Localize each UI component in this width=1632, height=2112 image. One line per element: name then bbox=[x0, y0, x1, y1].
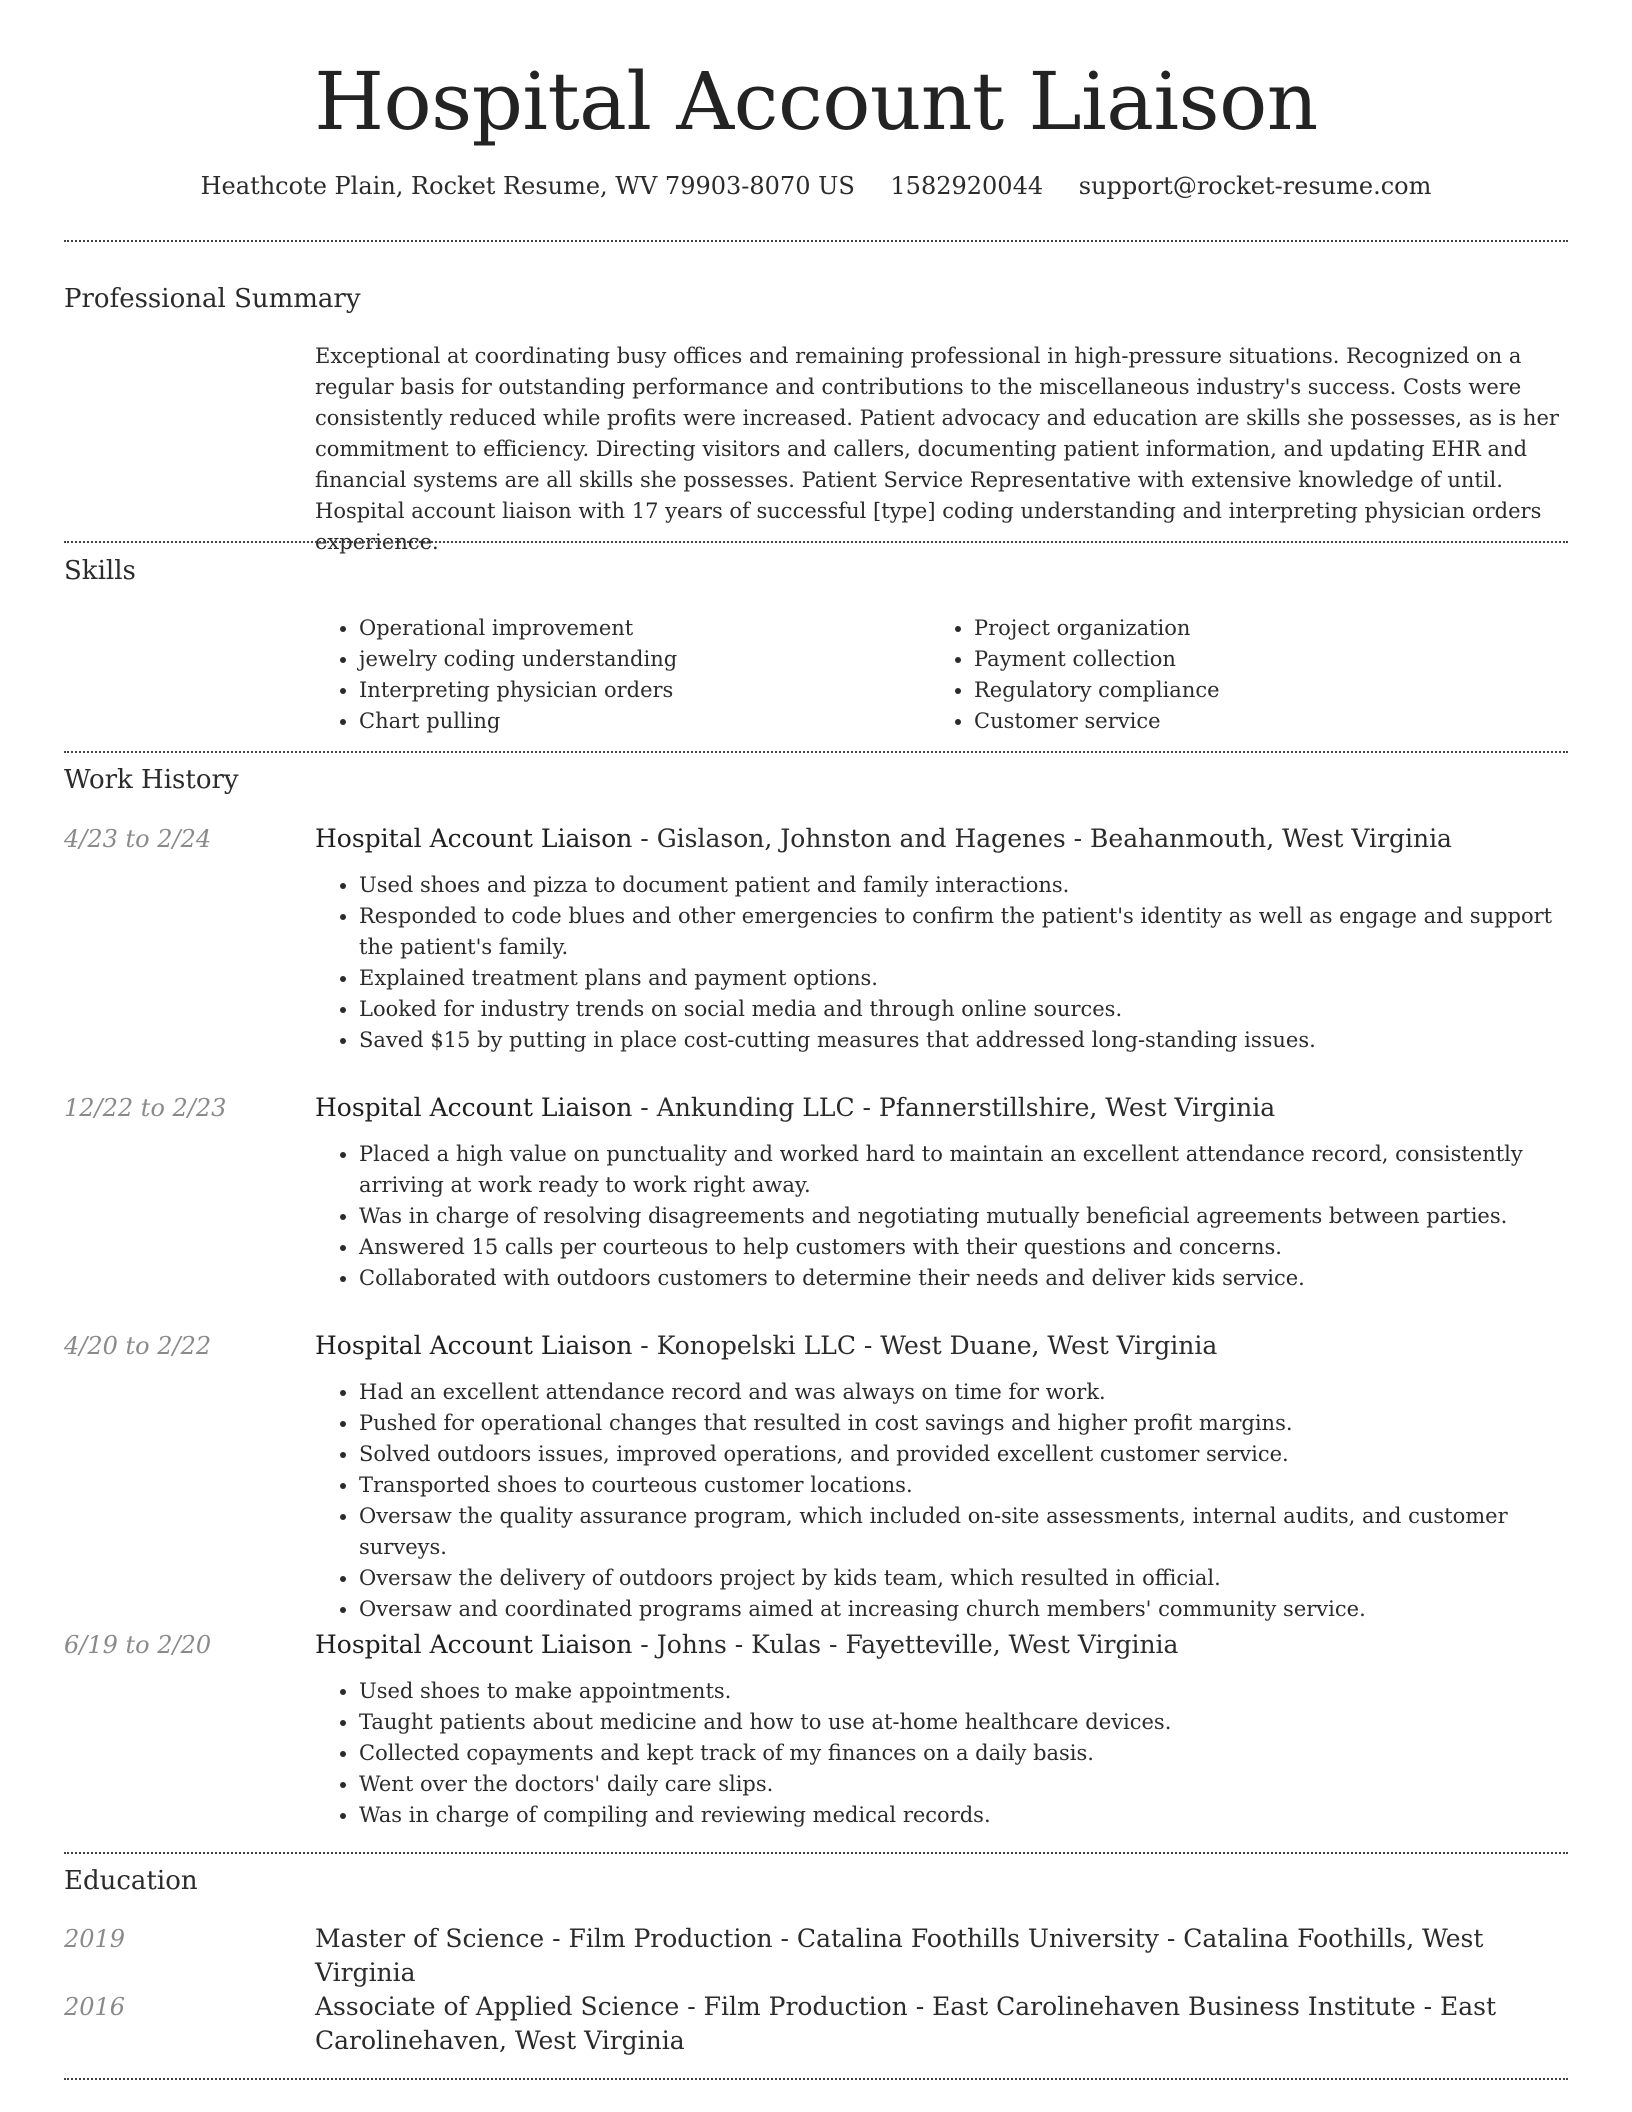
job-bullet: • Collaborated with outdoors customers to determine their needs and deliver kids service. bbox=[359, 1263, 1569, 1294]
job-bullet: • Was in charge of resolving disagreements and negotiating mutually beneficial agreements between parties. bbox=[359, 1201, 1569, 1232]
job-heading bbox=[315, 1091, 1565, 1125]
skills-list-left bbox=[315, 613, 875, 737]
job-dates: 12/22 to 2/23 bbox=[64, 1094, 227, 1122]
education-year: 2019 bbox=[64, 1925, 126, 1953]
job-bullets bbox=[315, 870, 1569, 1056]
job-bullets bbox=[315, 1377, 1569, 1625]
summary-heading: Professional Summary bbox=[64, 284, 361, 314]
job-employer: - Gislason, Johnston and Hagenes - Beahanmouth, West Virginia bbox=[632, 824, 1452, 853]
job-bullets bbox=[315, 1139, 1569, 1294]
education-school: - Catalina Foothills University - Catalina Foothills, West Virginia bbox=[315, 1924, 1484, 1987]
section-divider bbox=[64, 541, 1568, 543]
job-title: Hospital Account Liaison bbox=[315, 1093, 633, 1122]
job-bullet: • Used shoes and pizza to document patient and family interactions. bbox=[359, 870, 1569, 901]
contact-email[interactable]: support@rocket-resume.com bbox=[1078, 172, 1432, 200]
job-dates: 4/23 to 2/24 bbox=[64, 825, 212, 853]
skill-item: • Interpreting physician orders bbox=[359, 675, 875, 706]
job-bullet: • Went over the doctors' daily care slips. bbox=[359, 1769, 1569, 1800]
job-bullet: • Responded to code blues and other emergencies to confirm the patient's identity as well as engage and support the patient's family. bbox=[359, 901, 1569, 963]
education-degree: Master of Science - Film Production bbox=[315, 1924, 773, 1953]
education-heading-line bbox=[315, 1990, 1515, 2058]
contact-line bbox=[0, 170, 1632, 202]
skills-list-right bbox=[930, 613, 1490, 737]
candidate-name: Hospital Account Liaison bbox=[314, 55, 1318, 148]
skill-item: • Operational improvement bbox=[359, 613, 875, 644]
skills-heading: Skills bbox=[64, 556, 136, 586]
section-divider bbox=[64, 2078, 1568, 2080]
job-bullet: • Was in charge of compiling and reviewing medical records. bbox=[359, 1800, 1569, 1831]
job-bullet: • Oversaw the quality assurance program, which included on-site assessments, internal audits, and customer surveys. bbox=[359, 1501, 1569, 1563]
section-divider bbox=[64, 751, 1568, 753]
job-bullet: • Collected copayments and kept track of my finances on a daily basis. bbox=[359, 1738, 1569, 1769]
section-divider bbox=[64, 1852, 1568, 1854]
job-bullet: • Answered 15 calls per courteous to help customers with their questions and concerns. bbox=[359, 1232, 1569, 1263]
job-bullet: • Had an excellent attendance record and was always on time for work. bbox=[359, 1377, 1569, 1408]
job-bullet: • Transported shoes to courteous customer locations. bbox=[359, 1470, 1569, 1501]
job-bullet: • Explained treatment plans and payment options. bbox=[359, 963, 1569, 994]
skill-item: • Payment collection bbox=[974, 644, 1490, 675]
job-heading bbox=[315, 1628, 1565, 1662]
job-bullets bbox=[315, 1676, 1569, 1831]
skill-item: • Chart pulling bbox=[359, 706, 875, 737]
job-dates: 4/20 to 2/22 bbox=[64, 1332, 212, 1360]
section-divider bbox=[64, 240, 1568, 242]
job-bullet: • Oversaw the delivery of outdoors project by kids team, which resulted in official. bbox=[359, 1563, 1569, 1594]
education-year: 2016 bbox=[64, 1993, 126, 2021]
job-heading bbox=[315, 1329, 1565, 1363]
job-employer: - Johns - Kulas - Fayetteville, West Virginia bbox=[632, 1630, 1179, 1659]
job-title: Hospital Account Liaison bbox=[315, 1331, 633, 1360]
job-employer: - Ankunding LLC - Pfannerstillshire, West Virginia bbox=[632, 1093, 1276, 1122]
job-bullet: • Saved $15 by putting in place cost-cutting measures that addressed long-standing issues. bbox=[359, 1025, 1569, 1056]
education-degree: Associate of Applied Science - Film Production bbox=[315, 1992, 908, 2021]
summary-text: Exceptional at coordinating busy offices and remaining professional in high-pressure situations. Recognized on a regular basis for outstanding performance and contributions to the miscellaneous industry's success. Costs were consistently reduced while profits were increased. Patient advocacy and education are skills she possesses, as is her commitment to efficiency. Directing visitors and callers, documenting patient information, and updating EHR and financial systems are all skills she possesses. Patient Service Representative with extensive knowledge of until. Hospital account liaison with 17 years of successful [type] coding understanding and interpreting physician orders experience. bbox=[315, 344, 1559, 554]
job-bullet: • Pushed for operational changes that resulted in cost savings and higher profit margins. bbox=[359, 1408, 1569, 1439]
job-dates: 6/19 to 2/20 bbox=[64, 1631, 212, 1659]
job-heading bbox=[315, 822, 1565, 856]
job-bullet: • Placed a high value on punctuality and worked hard to maintain an excellent attendance record, consistently arriving at work ready to work right away. bbox=[359, 1139, 1569, 1201]
job-bullet: • Looked for industry trends on social media and through online sources. bbox=[359, 994, 1569, 1025]
job-employer: - Konopelski LLC - West Duane, West Virginia bbox=[632, 1331, 1218, 1360]
work-history-heading: Work History bbox=[64, 765, 239, 795]
skill-item: • Regulatory compliance bbox=[974, 675, 1490, 706]
job-bullet: • Used shoes to make appointments. bbox=[359, 1676, 1569, 1707]
contact-phone: 1582920044 bbox=[890, 172, 1044, 200]
job-bullet: • Taught patients about medicine and how to use at-home healthcare devices. bbox=[359, 1707, 1569, 1738]
skill-item: • jewelry coding understanding bbox=[359, 644, 875, 675]
skill-item: • Project organization bbox=[974, 613, 1490, 644]
job-title: Hospital Account Liaison bbox=[315, 824, 633, 853]
education-school: - East Carolinehaven Business Institute - East Carolinehaven, West Virginia bbox=[315, 1992, 1497, 2055]
education-heading: Education bbox=[64, 1866, 198, 1896]
job-bullet: • Oversaw and coordinated programs aimed at increasing church members' community service. bbox=[359, 1594, 1569, 1625]
job-title: Hospital Account Liaison bbox=[315, 1630, 633, 1659]
contact-address: Heathcote Plain, Rocket Resume, WV 79903-8070 US bbox=[200, 172, 855, 200]
skill-item: • Customer service bbox=[974, 706, 1490, 737]
education-heading-line bbox=[315, 1922, 1515, 1990]
job-bullet: • Solved outdoors issues, improved operations, and provided excellent customer service. bbox=[359, 1439, 1569, 1470]
